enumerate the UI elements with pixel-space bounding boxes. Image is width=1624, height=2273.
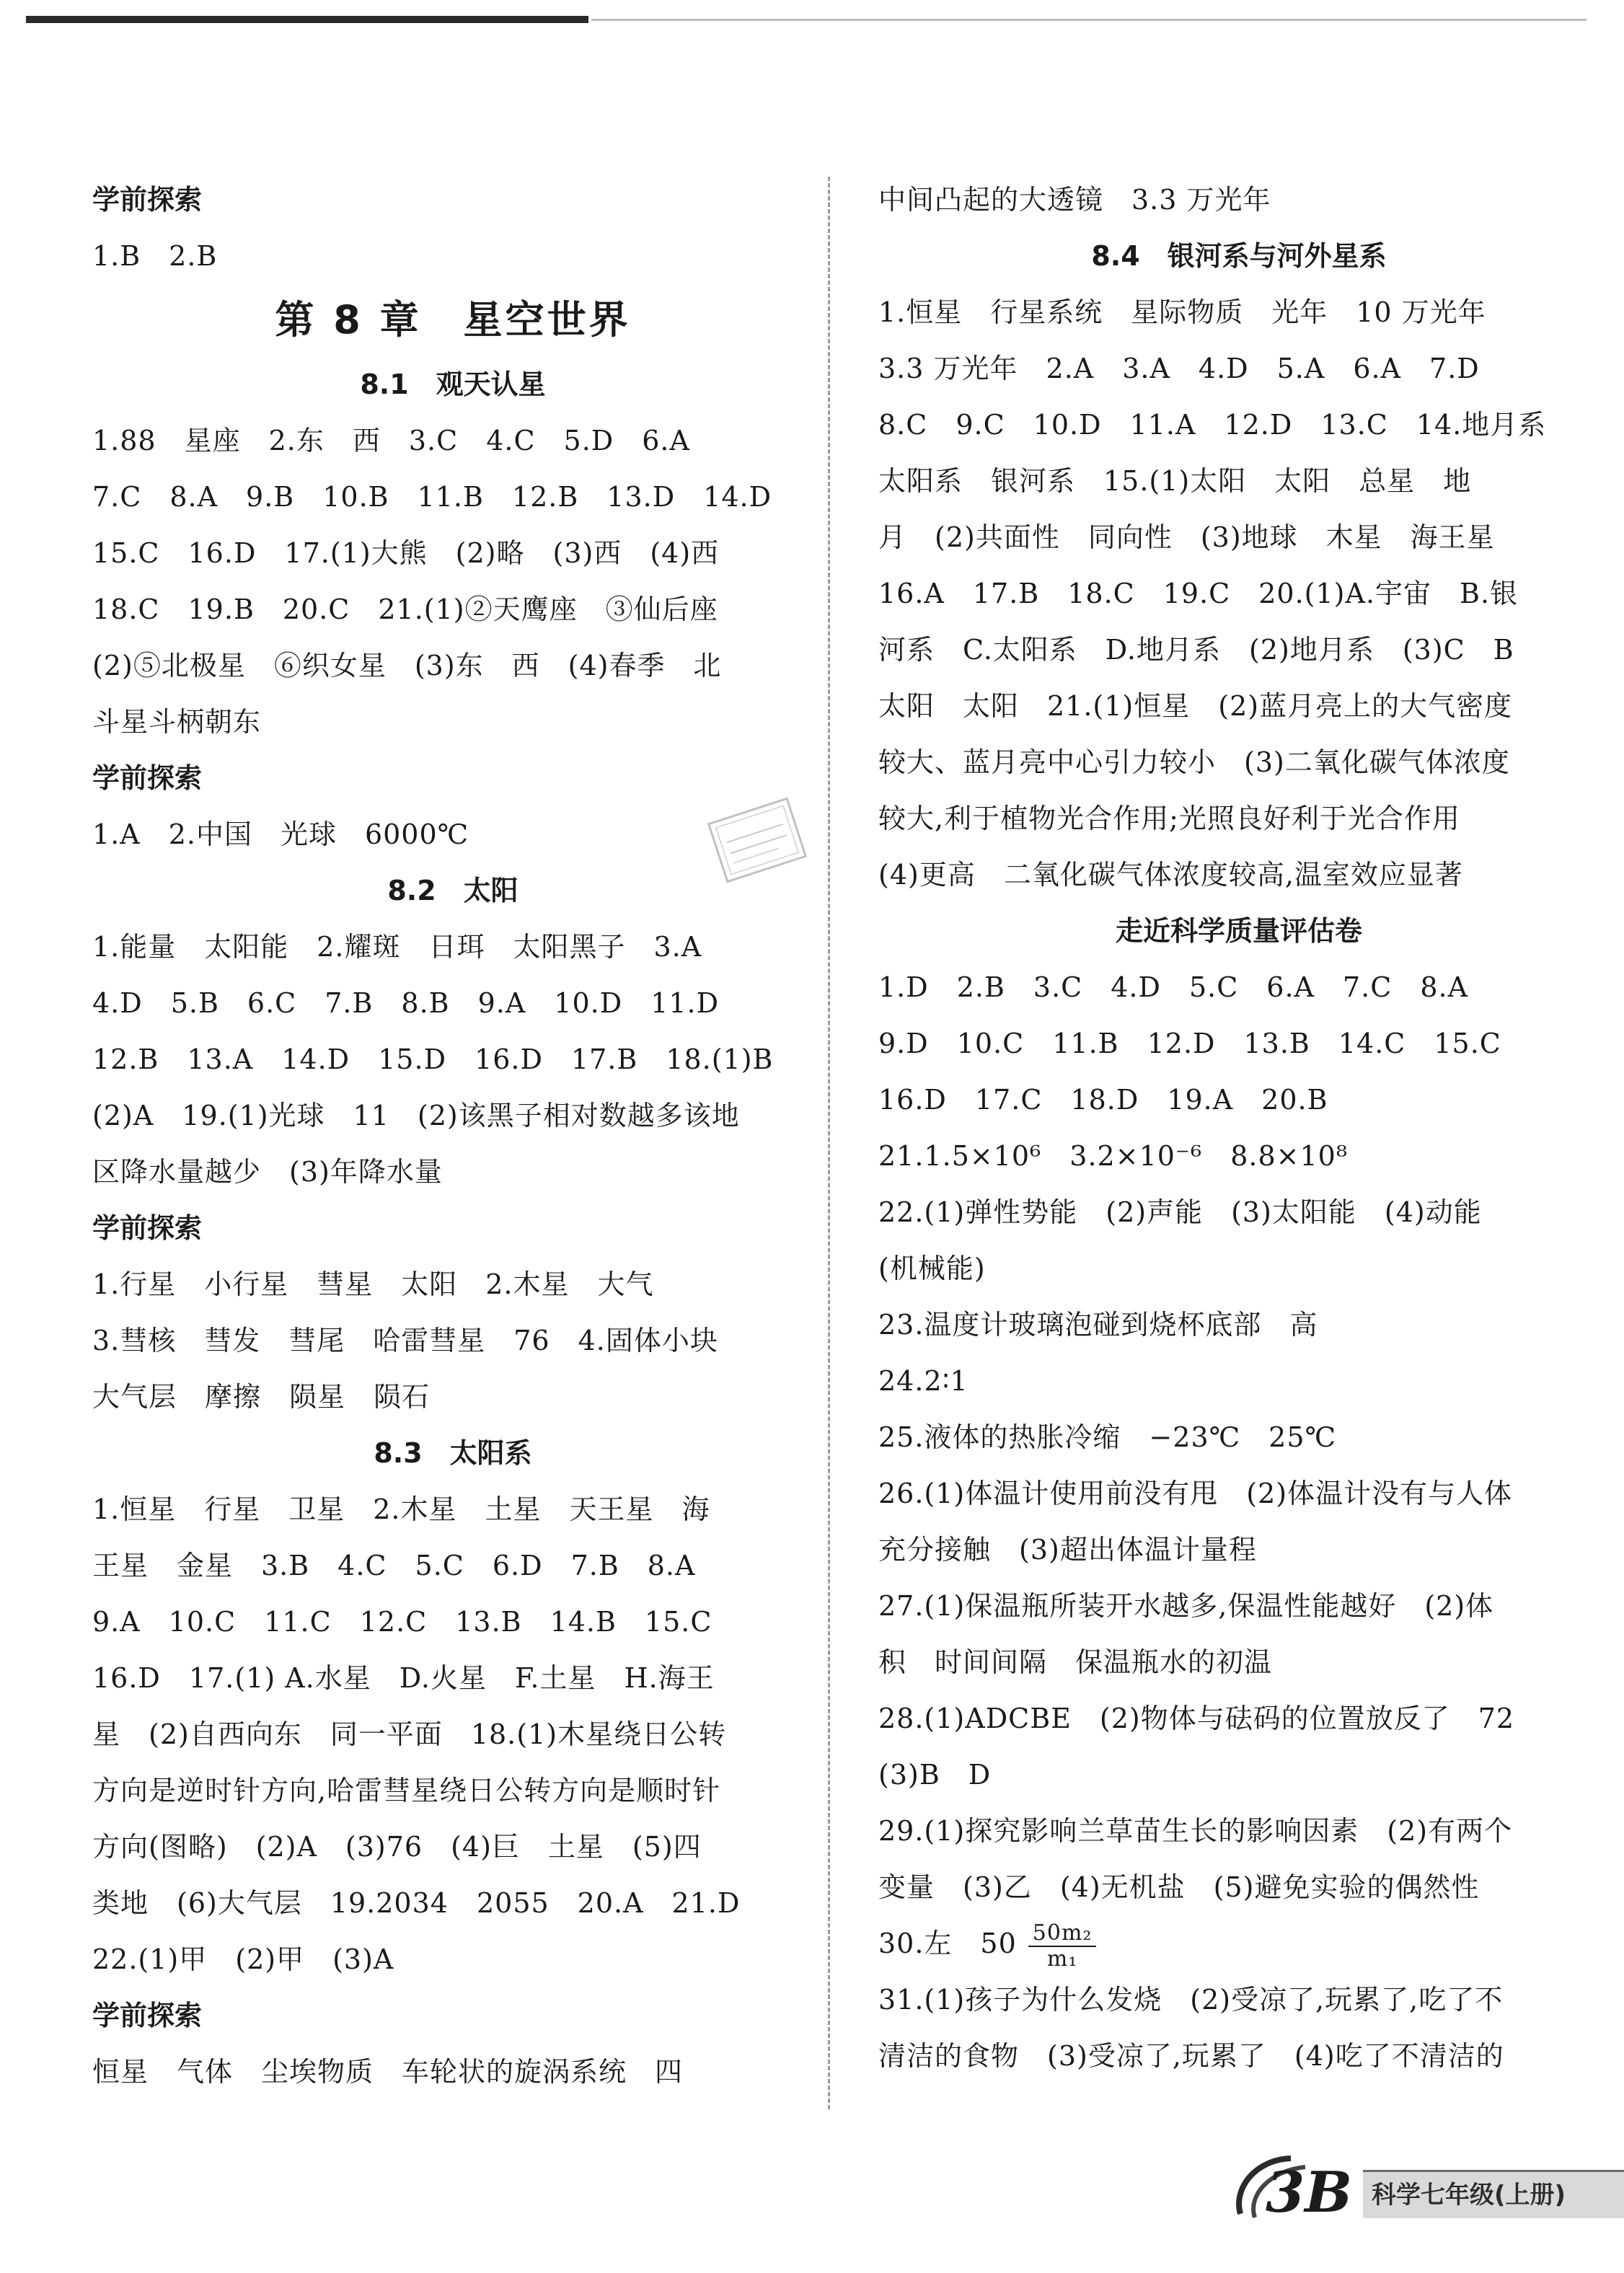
answer-line: 23.温度计玻璃泡碰到烧杯底部 高 — [878, 1309, 1318, 1341]
section-label: 学前探索 — [92, 762, 203, 794]
grade-label: 科学七年级(上册) — [1372, 2181, 1566, 2210]
answer-line: (2)⑤北极星 ⑥织女星 (3)东 西 (4)春季 北 — [92, 650, 722, 681]
section-heading: 走近科学质量评估卷 — [1115, 915, 1362, 947]
scan-top-edge — [26, 16, 588, 23]
answer-line: 3.3 万光年 2.A 3.A 4.D 5.A 6.A 7.D — [878, 353, 1480, 384]
answer-line: 方向(图略) (2)A (3)76 (4)巨 土星 (5)四 — [92, 1831, 702, 1863]
answer-line: 16.A 17.B 18.C 19.C 20.(1)A.宇宙 B.银 — [878, 578, 1519, 609]
answer-line: 太阳系 银河系 15.(1)太阳 太阳 总星 地 — [878, 465, 1472, 497]
answer-line: 25.液体的热胀冷缩 −23℃ 25℃ — [878, 1421, 1336, 1453]
answer-line: 1.恒星 行星系统 星际物质 光年 10 万光年 — [878, 296, 1486, 328]
answer-line: (机械能) — [878, 1253, 986, 1284]
left-column — [92, 172, 813, 2100]
publisher-logo-icon — [1226, 2145, 1370, 2232]
answer-line: 充分接触 (3)超出体温计量程 — [878, 1534, 1257, 1566]
grade-band — [1363, 2170, 1624, 2218]
answer-line: 太阳 太阳 21.(1)恒星 (2)蓝月亮上的大气密度 — [878, 690, 1513, 722]
footer-badge — [1226, 2145, 1624, 2232]
section-heading: 8.4 银河系与河外星系 — [1091, 240, 1387, 272]
column-divider — [828, 177, 830, 2109]
answer-line: 中间凸起的大透镜 3.3 万光年 — [878, 184, 1271, 216]
answer-line: 1.能量 太阳能 2.耀斑 日珥 太阳黑子 3.A — [92, 931, 702, 963]
answer-line: 22.(1)甲 (2)甲 (3)A — [92, 1943, 394, 1975]
answer-line: 清洁的食物 (3)受凉了,玩累了 (4)吃了不清洁的 — [878, 2040, 1504, 2072]
answer-line: 9.A 10.C 11.C 12.C 13.B 14.B 15.C — [92, 1606, 712, 1638]
section-heading: 8.1 观天认星 — [360, 368, 546, 400]
answer-line: 16.D 17.(1) A.水星 D.火星 F.土星 H.海王 — [92, 1662, 715, 1694]
answer-line: 16.D 17.C 18.D 19.A 20.B — [878, 1084, 1328, 1116]
answer-line: 1.D 2.B 3.C 4.D 5.C 6.A 7.C 8.A — [878, 971, 1469, 1003]
answer-line: 24.2∶1 — [878, 1365, 968, 1397]
answer-line: 星 (2)自西向东 同一平面 18.(1)木星绕日公转 — [92, 1718, 727, 1750]
svg-text:3B: 3B — [1266, 2160, 1353, 2225]
answer-line: 较大,利于植物光合作用;光照良好利于光合作用 — [878, 803, 1460, 834]
answer-line: 18.C 19.B 20.C 21.(1)②天鹰座 ③仙后座 — [92, 593, 718, 625]
section-label: 学前探索 — [92, 1212, 203, 1244]
fraction-numerator: 50m₂ — [1028, 1921, 1097, 1947]
answer-line: 类地 (6)大气层 19.2034 2055 20.A 21.D — [92, 1887, 741, 1919]
answer-line: 31.(1)孩子为什么发烧 (2)受凉了,玩累了,吃了不 — [878, 1984, 1504, 2016]
answer-line: 22.(1)弹性势能 (2)声能 (3)太阳能 (4)动能 — [878, 1196, 1482, 1228]
answer-line: 21.1.5×10⁶ 3.2×10⁻⁶ 8.8×10⁸ — [878, 1140, 1349, 1172]
answer-line: 8.C 9.C 10.D 11.A 12.D 13.C 14.地月系 — [878, 409, 1547, 441]
answer-line: 28.(1)ADCBE (2)物体与砝码的位置放反了 72 — [878, 1703, 1515, 1734]
chapter-title: 第 8 章 星空世界 — [275, 297, 631, 343]
answer-line: 29.(1)探究影响兰草苗生长的影响因素 (2)有两个 — [878, 1815, 1513, 1847]
section-label: 学前探索 — [92, 2000, 203, 2031]
answer-line: 方向是逆时针方向,哈雷彗星绕日公转方向是顺时针 — [92, 1775, 721, 1806]
answer-line: (2)A 19.(1)光球 11 (2)该黑子相对数越多该地 — [92, 1100, 740, 1131]
answer-line: (3)B D — [878, 1759, 992, 1791]
answer-line: 王星 金星 3.B 4.C 5.C 6.D 7.B 8.A — [92, 1550, 696, 1581]
section-heading: 8.2 太阳 — [387, 875, 518, 906]
section-heading: 8.3 太阳系 — [374, 1437, 532, 1469]
answer-line: 较大、蓝月亮中心引力较小 (3)二氧化碳气体浓度 — [878, 746, 1510, 778]
answer-line: 变量 (3)乙 (4)无机盐 (5)避免实验的偶然性 — [878, 1871, 1480, 1903]
answer-line: 大气层 摩擦 陨星 陨石 — [92, 1381, 431, 1413]
answer-line: 斗星斗柄朝东 — [92, 706, 262, 738]
answer-line: 3.彗核 彗发 彗尾 哈雷彗星 76 4.固体小块 — [92, 1325, 718, 1356]
answer-line: 1.88 星座 2.东 西 3.C 4.C 5.D 6.A — [92, 425, 690, 456]
answer-line: 区降水量越少 (3)年降水量 — [92, 1156, 443, 1188]
answer-text: 30.左 50 — [878, 1928, 1017, 1959]
answer-line: 26.(1)体温计使用前没有甩 (2)体温计没有与人体 — [878, 1478, 1513, 1509]
answer-line: 15.C 16.D 17.(1)大熊 (2)略 (3)西 (4)西 — [92, 537, 720, 569]
answer-line: 12.B 13.A 14.D 15.D 16.D 17.B 18.(1)B — [92, 1043, 774, 1075]
scan-top-line — [591, 19, 1587, 21]
answer-line: 1.恒星 行星 卫星 2.木星 土星 天王星 海 — [92, 1493, 710, 1525]
answer-line: 河系 C.太阳系 D.地月系 (2)地月系 (3)C B — [878, 634, 1514, 666]
answer-line: 9.D 10.C 11.B 12.D 13.B 14.C 15.C — [878, 1028, 1501, 1059]
answer-line: 7.C 8.A 9.B 10.B 11.B 12.B 13.D 14.D — [92, 481, 772, 513]
right-column — [878, 172, 1599, 2084]
answer-line: 恒星 气体 尘埃物质 车轮状的旋涡系统 四 — [92, 2056, 684, 2088]
answer-line: (4)更高 二氧化碳气体浓度较高,温室效应显著 — [878, 859, 1463, 891]
fraction — [1028, 1921, 1097, 1972]
answer-line: 1.B 2.B — [92, 240, 218, 272]
answer-line — [878, 1915, 1599, 1972]
section-label: 学前探索 — [92, 184, 203, 216]
answer-line: 1.A 2.中国 光球 6000℃ — [92, 818, 469, 850]
answer-line: 积 时间间隔 保温瓶水的初温 — [878, 1646, 1273, 1678]
answer-line: 27.(1)保温瓶所装开水越多,保温性能越好 (2)体 — [878, 1590, 1494, 1622]
fraction-denominator: m₁ — [1046, 1946, 1078, 1972]
answer-line: 1.行星 小行星 彗星 太阳 2.木星 大气 — [92, 1268, 654, 1300]
answer-line: 月 (2)共面性 同向性 (3)地球 木星 海王星 — [878, 521, 1495, 553]
answer-line: 4.D 5.B 6.C 7.B 8.B 9.A 10.D 11.D — [92, 987, 720, 1019]
